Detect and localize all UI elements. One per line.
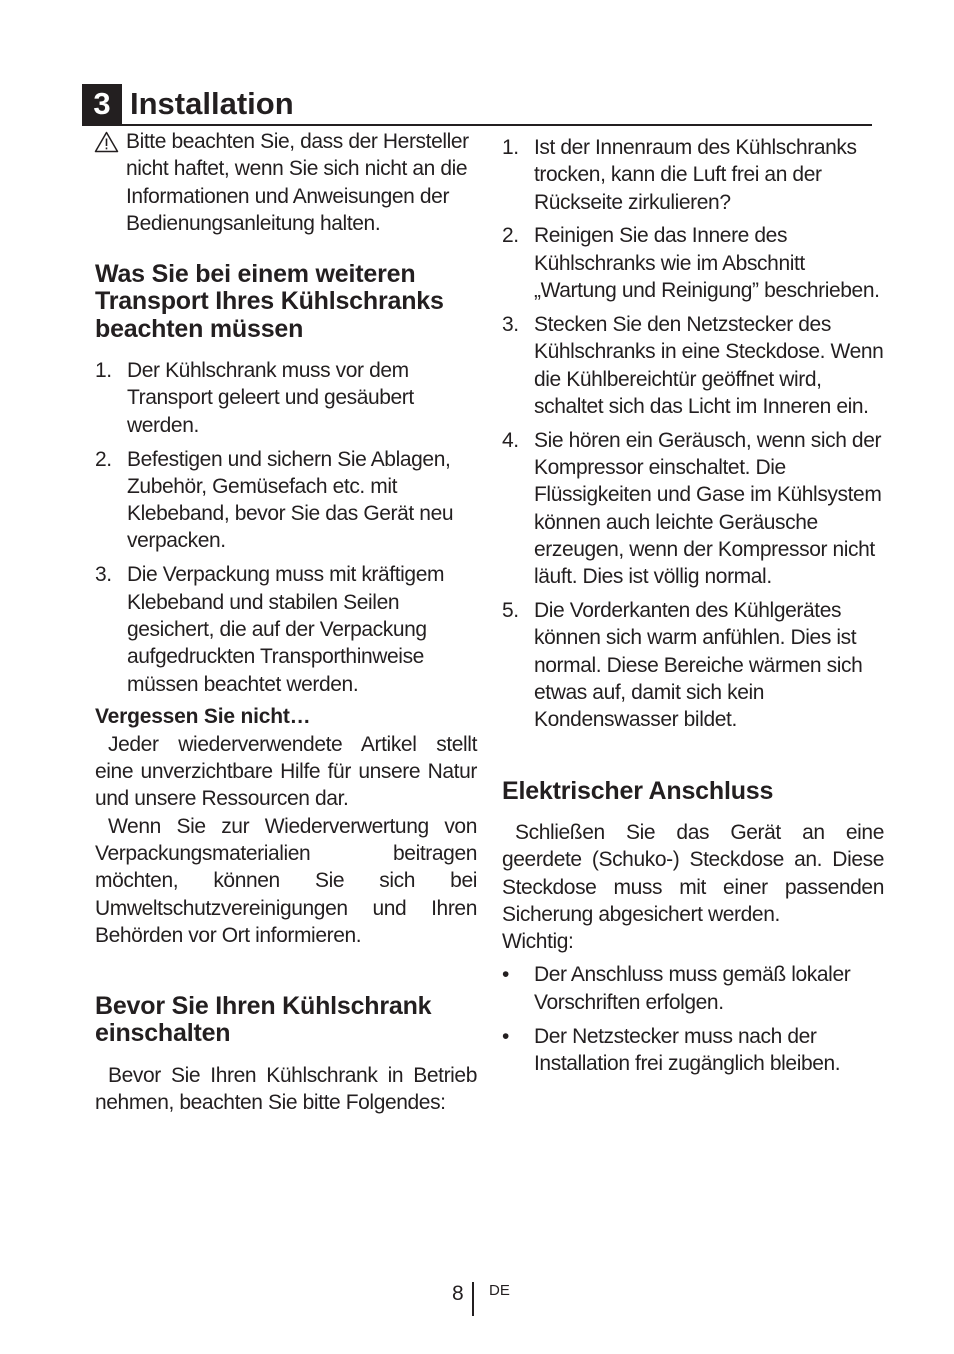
list-item-number: 4.: [502, 428, 519, 452]
list-item-text: Der Kühlschrank muss vor dem Transport geleert und gesäubert werden.: [127, 359, 414, 437]
warning-triangle-icon: [94, 131, 119, 153]
list-item-number: 3.: [502, 312, 519, 336]
list-item-text: Stecken Sie den Netzstecker des Kühlschranks in eine Steckdose. Wenn die Kühlbereichtür geöffnet wird, schaltet sich das Licht im Inneren ein.: [534, 312, 884, 418]
page-number: 8: [452, 1282, 464, 1305]
reminder-paragraph-2: Wenn Sie zur Wiederverwertung von Verpackungsmaterialien beitragen möchten, können Sie sich bei Umweltschutzvereinigungen und Ihren Behörden vor Ort informieren.: [95, 814, 477, 947]
list-item-number: 1.: [95, 359, 112, 383]
bullet-item: [502, 1023, 884, 1078]
list-item: [502, 311, 884, 420]
list-item-text: Sie hören ein Geräusch, wenn sich der Kompressor einschaltet. Die Flüssigkeiten und Gase im Kühlsystem können auch leichte Geräusche erzeugen, wenn der Kompressor nicht läuft. Dies ist völlig normal.: [534, 428, 882, 589]
language-code: DE: [489, 1282, 510, 1299]
list-item-number: 5.: [502, 599, 519, 623]
electrical-heading: Elektrischer Anschluss: [502, 776, 774, 805]
list-item-number: 2.: [95, 447, 112, 471]
reminder-paragraph-1: Jeder wiederverwendete Artikel stellt eine unverzichtbare Hilfe für unsere Natur und unsere Ressourcen dar.: [95, 732, 477, 811]
list-item-text: Befestigen und sichern Sie Ablagen, Zubehör, Gemüsefach etc. mit Klebeband, bevor Sie das Gerät neu verpacken.: [127, 447, 454, 553]
list-item-number: 3.: [95, 563, 112, 587]
list-item-number: 2.: [502, 224, 519, 248]
bullet-item: [502, 961, 884, 1016]
list-item-text: Die Verpackung muss mit kräftigem Klebeband und stabilen Seilen gesichert, die auf der Verpackung aufgedruckten Transporthinweise müssen beachtet werden.: [127, 563, 445, 696]
transport-heading: Was Sie bei einem weiteren Transport Ihres Kühlschranks beachten müssen: [95, 260, 444, 343]
list-item: [502, 597, 884, 733]
electrical-paragraph: Schließen Sie das Gerät an eine geerdete (Schuko-) Steckdose an. Diese Steckdose muss mit einer passenden Sicherung abgesichert werden.: [502, 820, 884, 926]
chapter-title: Installation: [130, 86, 294, 121]
before-start-intro: Bevor Sie Ihren Kühlschrank in Betrieb nehmen, beachten Sie bitte Folgendes:: [95, 1063, 477, 1114]
list-item-text: Die Vorderkanten des Kühlgerätes können sich warm anfühlen. Dies ist normal. Diese Bereiche wärmen sich etwas auf, damit sich kein Kondenswasser bildet.: [534, 599, 863, 732]
left-column: [95, 128, 477, 1116]
chapter-header: [82, 84, 872, 126]
before-start-heading: Bevor Sie Ihren Kühlschrank einschalten: [95, 992, 432, 1048]
bullet-symbol: •: [502, 1024, 509, 1048]
bullet-text: Der Anschluss muss gemäß lokaler Vorschriften erfolgen.: [534, 963, 851, 1014]
list-item: [95, 357, 477, 439]
warning-text: Bitte beachten Sie, dass der Hersteller nicht haftet, wenn Sie sich nicht an die Informationen und Anweisungen der Bedienungsanleitung halten.: [126, 130, 469, 235]
bullet-symbol: •: [502, 963, 509, 987]
footer-divider: [472, 1282, 474, 1316]
list-item-text: Ist der Innenraum des Kühlschranks trocken, kann die Luft frei an der Rückseite zirkulieren?: [534, 136, 857, 214]
important-label: Wichtig:: [502, 930, 574, 954]
list-item-text: Reinigen Sie das Innere des Kühlschranks wie im Abschnitt „Wartung und Reinigung” beschrieben.: [534, 224, 880, 303]
list-item: [502, 134, 884, 216]
transport-list: [95, 357, 477, 698]
electrical-bullets: [502, 961, 884, 1077]
list-item: [502, 222, 884, 304]
list-item-number: 1.: [502, 136, 519, 159]
bullet-text: Der Netzstecker muss nach der Installation frei zugänglich bleiben.: [534, 1024, 841, 1075]
chapter-number: 3: [82, 84, 122, 124]
warning-note: [95, 128, 477, 237]
list-item: [502, 427, 884, 591]
right-column: [502, 134, 884, 1084]
before-start-list: [502, 134, 884, 734]
list-item: [95, 446, 477, 555]
list-item: [95, 561, 477, 697]
reminder-heading: Vergessen Sie nicht…: [95, 705, 311, 729]
